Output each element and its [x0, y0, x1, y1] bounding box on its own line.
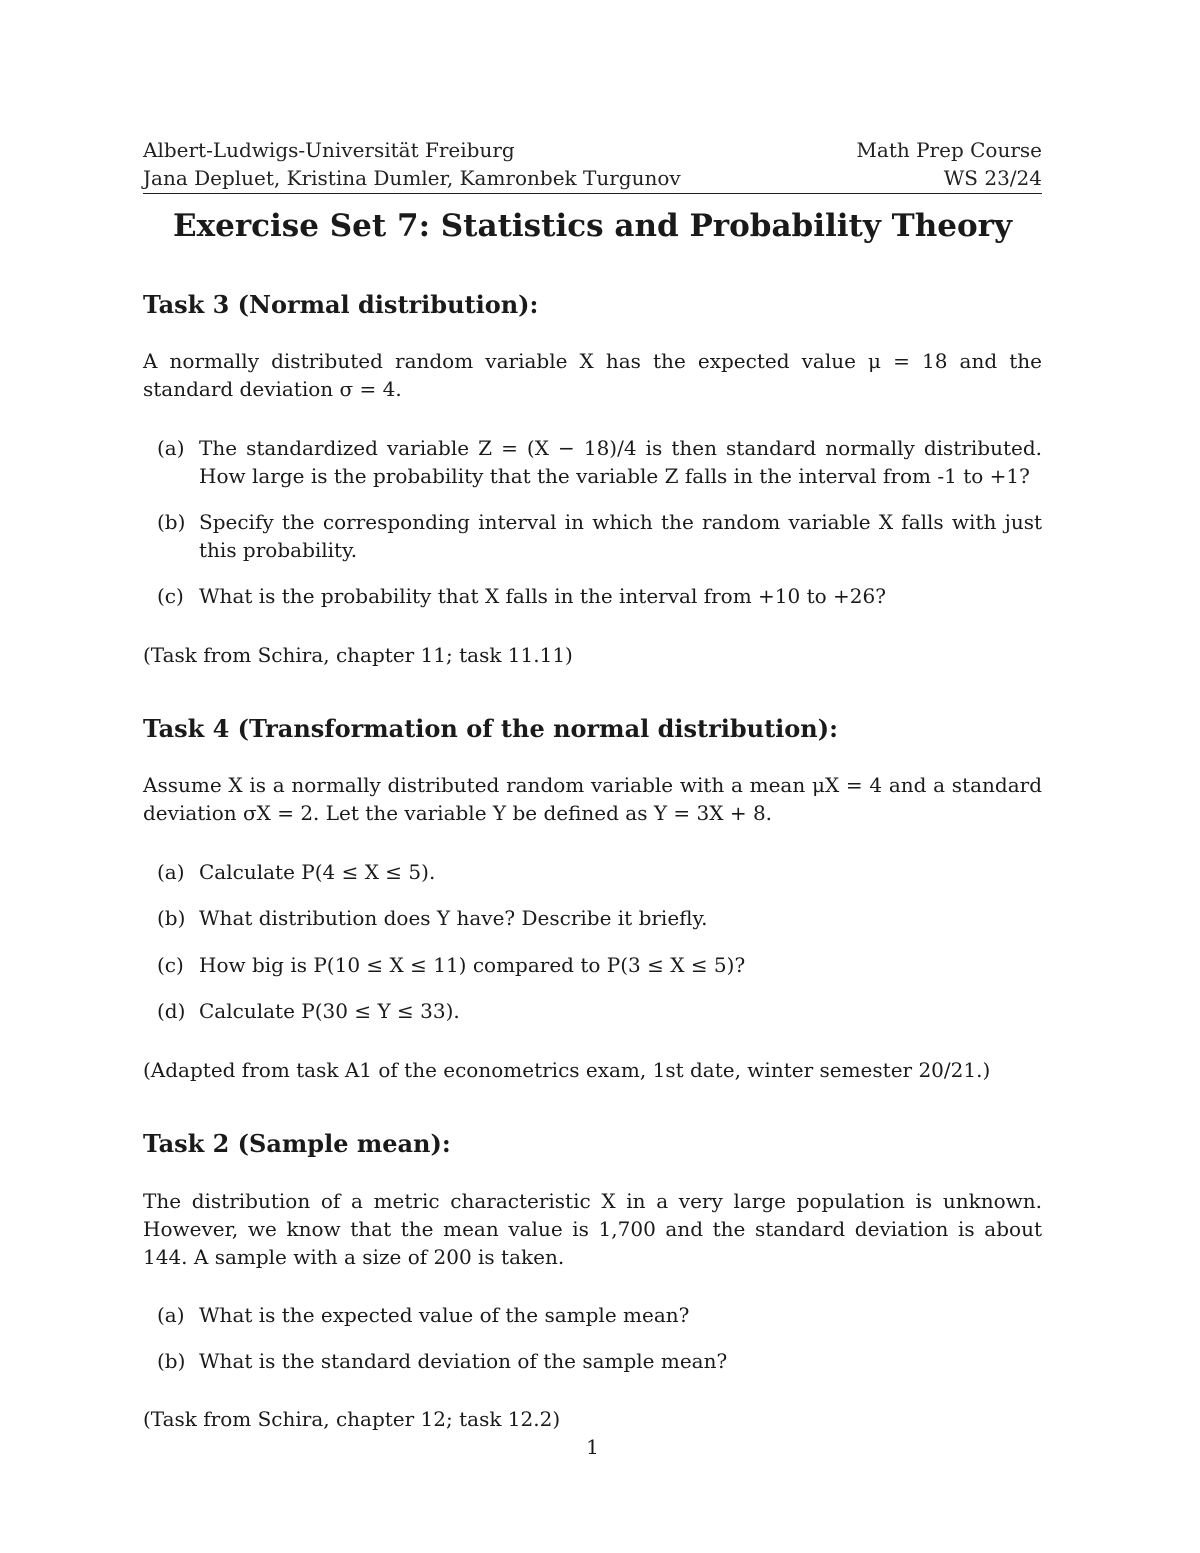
task-source: (Task from Schira, chapter 11; task 11.11): [143, 643, 573, 667]
header-row-2: [143, 164, 1042, 192]
item-label: (c): [157, 584, 184, 608]
item-label: (d): [157, 999, 186, 1023]
item-text: What is the expected value of the sample mean?: [199, 1303, 690, 1327]
task-heading: Task 2 (Sample mean):: [143, 1129, 451, 1158]
item-label: (b): [157, 1349, 186, 1373]
task-heading: Task 4 (Transformation of the normal distribution):: [143, 714, 838, 743]
page-header: [143, 136, 1042, 192]
task-heading: Task 3 (Normal distribution):: [143, 290, 539, 319]
course-name: Math Prep Course: [856, 138, 1042, 162]
task-intro: The distribution of a metric characteristic X in a very large population is unknown. However, we know that the mean value is 1,700 and the standard deviation is about 144. A sample with a size of 200 is taken.: [143, 1189, 1042, 1269]
item-label: (c): [157, 953, 184, 977]
item-label: (a): [157, 860, 185, 884]
item-text: What is the probability that X falls in the interval from +10 to +26?: [199, 584, 886, 608]
item-text: The standardized variable Z = (X − 18)/4 is then standard normally distributed. How large is the probability that the variable Z falls in the interval from -1 to +1?: [199, 436, 1042, 488]
item-label: (b): [157, 510, 186, 534]
task-source: (Adapted from task A1 of the econometrics exam, 1st date, winter semester 20/21.): [143, 1058, 991, 1082]
header-divider: [143, 193, 1042, 194]
semester: WS 23/24: [943, 166, 1042, 190]
page-title: Exercise Set 7: Statistics and Probability Theory: [172, 208, 1013, 244]
university-name: Albert-Ludwigs-Universität Freiburg: [143, 138, 515, 162]
header-row-1: [143, 136, 1042, 164]
item-text: How big is P(10 ≤ X ≤ 11) compared to P(3 ≤ X ≤ 5)?: [199, 953, 746, 977]
authors: Jana Depluet, Kristina Dumler, Kamronbek Turgunov: [143, 166, 681, 190]
task-intro: A normally distributed random variable X has the expected value μ = 18 and the standard deviation σ = 4.: [143, 349, 1042, 401]
item-label: (a): [157, 1303, 185, 1327]
item-text: What is the standard deviation of the sample mean?: [199, 1349, 728, 1373]
page-number: 1: [586, 1435, 599, 1459]
item-label: (a): [157, 436, 185, 460]
item-text: Calculate P(4 ≤ X ≤ 5).: [199, 860, 436, 884]
item-text: Calculate P(30 ≤ Y ≤ 33).: [199, 999, 460, 1023]
item-text: Specify the corresponding interval in which the random variable X falls with just this probability.: [199, 510, 1042, 562]
task-source: (Task from Schira, chapter 12; task 12.2): [143, 1407, 561, 1431]
task-intro: Assume X is a normally distributed random variable with a mean μX = 4 and a standard deviation σX = 2. Let the variable Y be defined as Y = 3X + 8.: [143, 773, 1042, 825]
item-text: What distribution does Y have? Describe it briefly.: [199, 906, 708, 930]
item-label: (b): [157, 906, 186, 930]
